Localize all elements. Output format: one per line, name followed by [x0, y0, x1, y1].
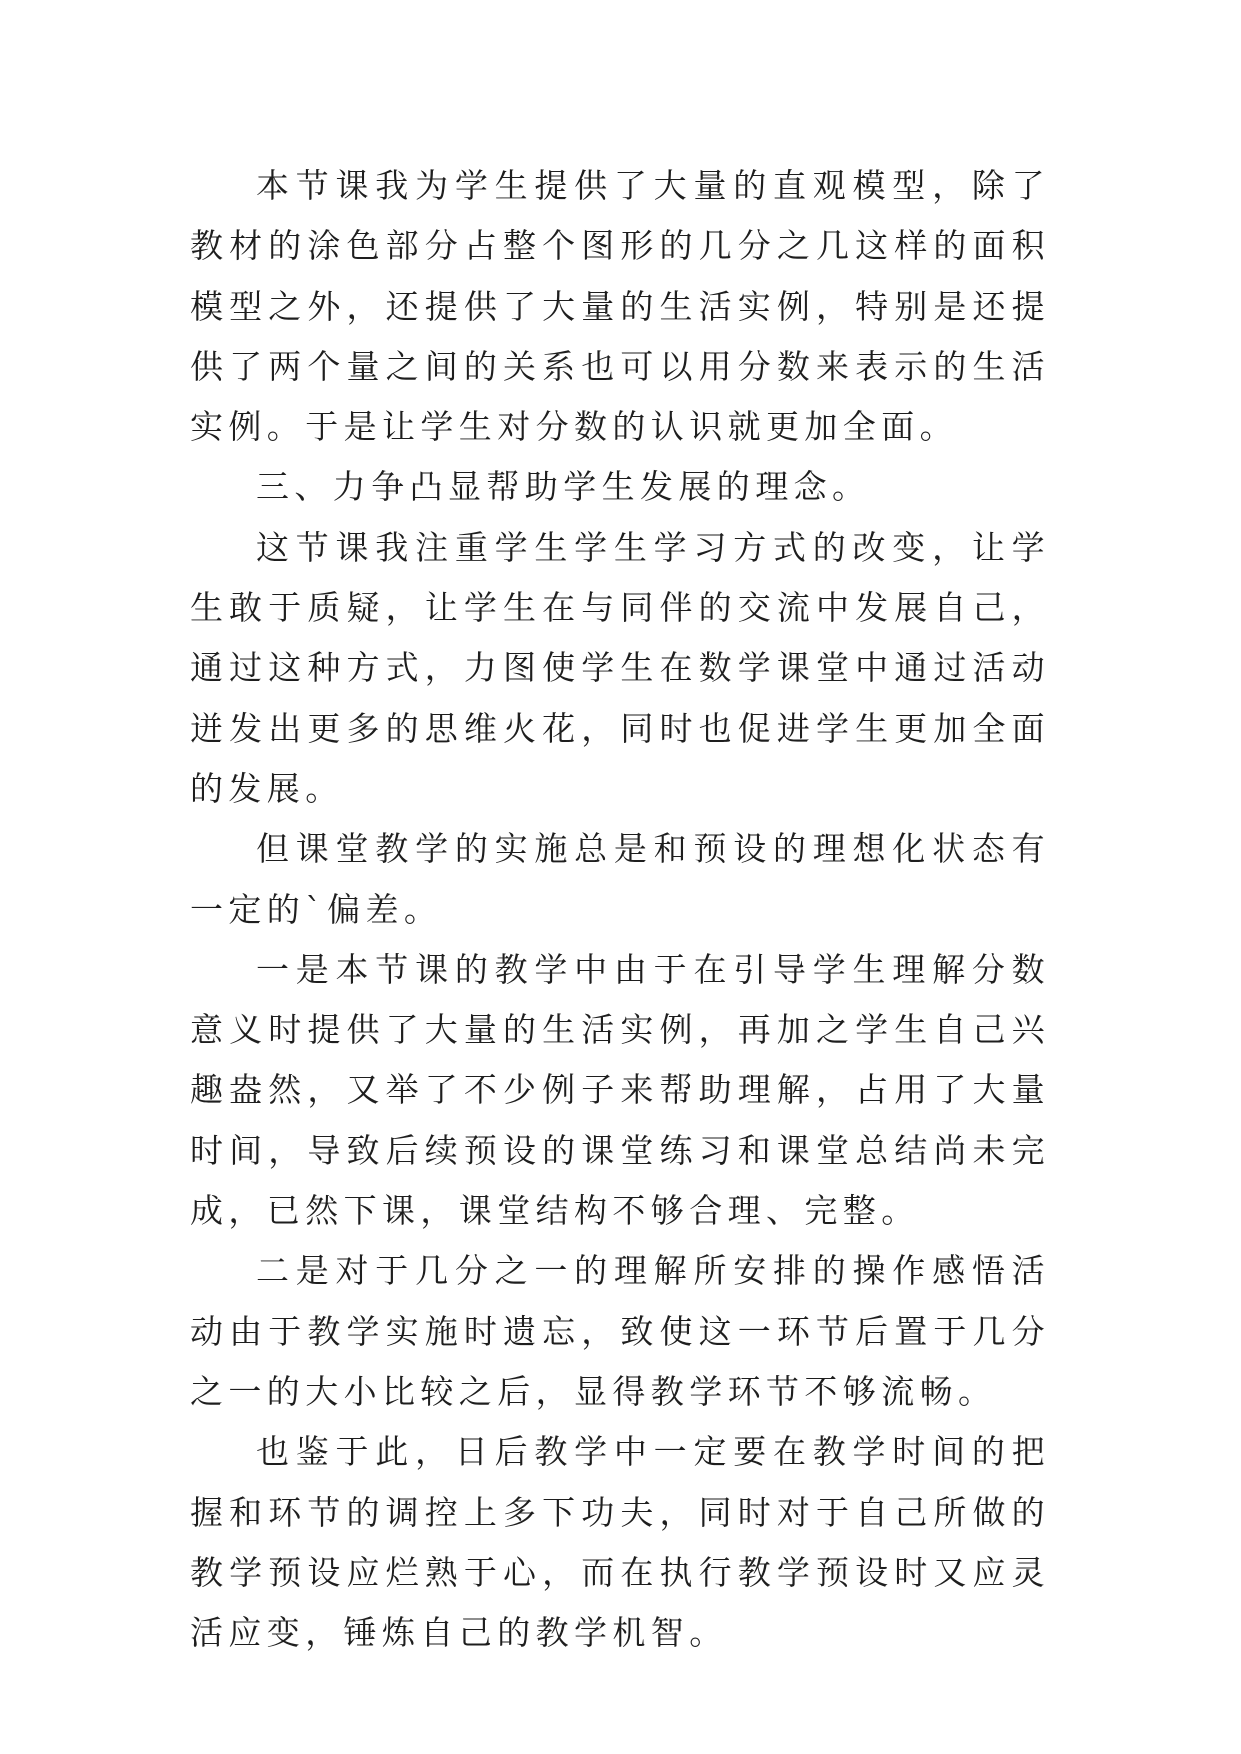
paragraph-issue-one: 一是本节课的教学中由于在引导学生理解分数意义时提供了大量的生活实例，再加之学生自己兴趣盎然，又举了不少例子来帮助理解，占用了大量时间，导致后续预设的课堂练习和课堂总结尚未完成，已然下课，课堂结构不够合理、完整。: [190, 949, 1050, 1231]
paragraph-learning-style: 这节课我注重学生学生学习方式的改变，让学生敢于质疑，让学生在与同伴的交流中发展自己，通过这种方式，力图使学生在数学课堂中通过活动迸发出更多的思维火花，同时也促进学生更加全面的发展。: [190, 527, 1050, 808]
paragraph-issue-two: 二是对于几分之一的理解所安排的操作感悟活动由于教学实施时遗忘，致使这一环节后置于几分之一的大小比较之后，显得教学环节不够流畅。: [190, 1251, 1050, 1411]
paragraph-deviation: 但课堂教学的实施总是和预设的理想化状态有一定的`偏差。: [190, 829, 1050, 929]
document-body: [190, 156, 1050, 1663]
paragraph-intuitive-models: 本节课我为学生提供了大量的直观模型，除了教材的涂色部分占整个图形的几分之几这样的面积模型之外，还提供了大量的生活实例，特别是还提供了两个量之间的关系也可以用分数来表示的生活实例。于是让学生对分数的认识就更加全面。: [190, 166, 1050, 447]
section-heading-three: 三、力争凸显帮助学生发展的理念。: [256, 467, 871, 507]
paragraph-conclusion: 也鉴于此，日后教学中一定要在教学时间的把握和环节的调控上多下功夫，同时对于自己所做的教学预设应烂熟于心，而在执行教学预设时又应灵活应变，锤炼自己的教学机智。: [190, 1432, 1050, 1653]
